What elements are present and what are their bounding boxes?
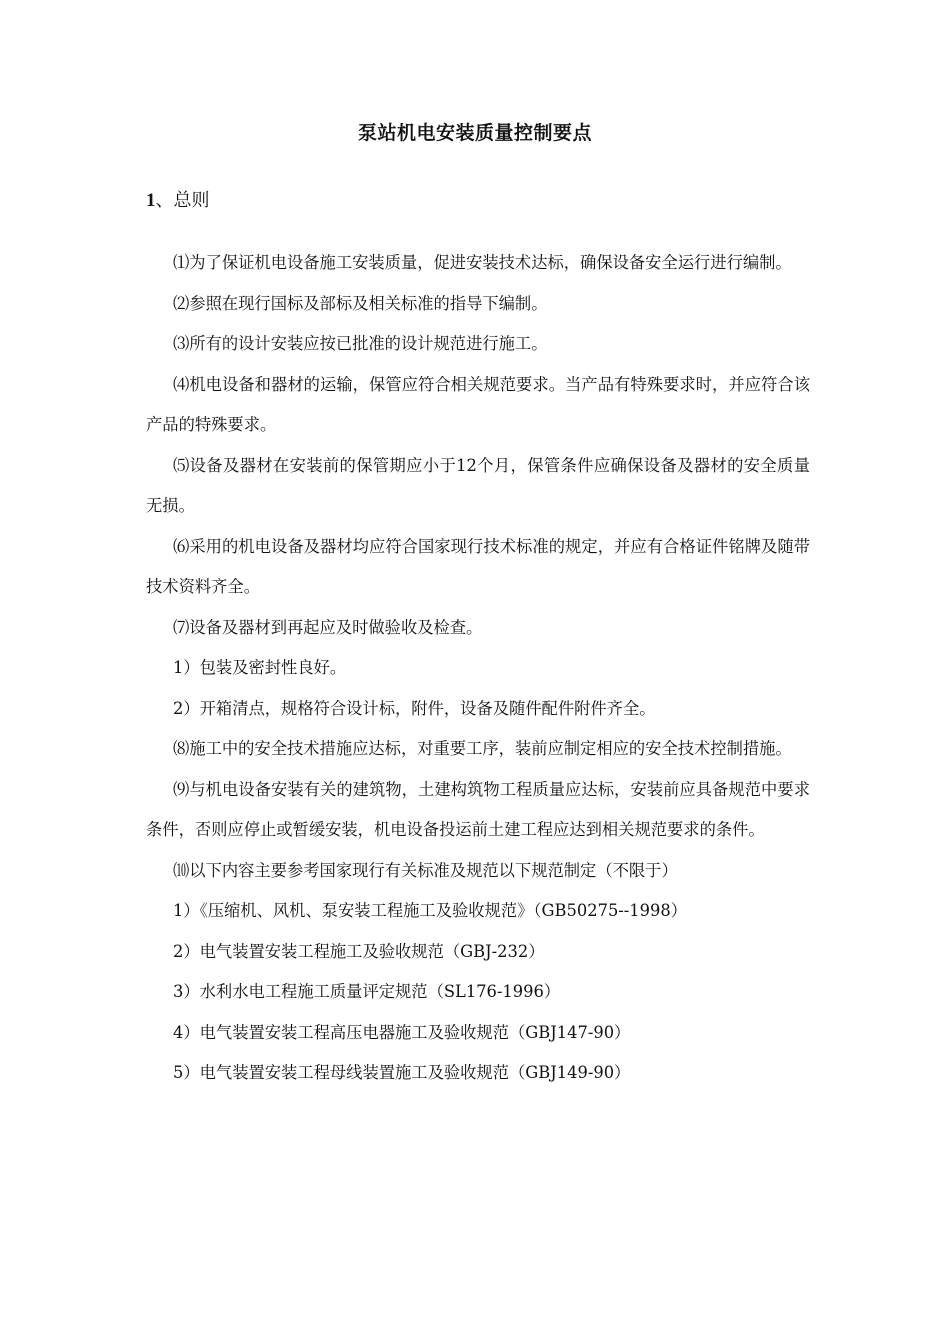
list-item-2: 2）开箱清点，规格符合设计标，附件，设备及随件配件附件齐全。 [173,698,656,718]
paragraph-7: ⑺设备及器材到再起应及时做验收及检查。 [173,617,483,637]
paragraph-9: ⑼与机电设备安装有关的建筑物，土建构筑物工程质量应达标，安装前应具备规范中要求条件，否则应停止或暂缓安装，机电设备投运前土建工程应达到相关规范要求的条件。 [146,779,810,839]
section-heading-text: 总则 [173,190,210,211]
list-item-1: 1）包装及密封性良好。 [173,658,347,677]
paragraph-6: ⑹采用的机电设备及器材均应符合国家现行技术标准的规定，并应有合格证件铭牌及随带技术资料齐全。 [146,536,810,596]
reference-item-2: 2）电气装置安装工程施工及验收规范（GBJ-232） [173,941,545,961]
paragraph-2: ⑵参照在现行国标及部标及相关标准的指导下编制。 [173,293,548,313]
paragraph-10: ⑽以下内容主要参考国家现行有关标准及规范以下规范制定（不限于） [173,860,678,880]
section-separator: 、 [155,190,174,211]
paragraph-4: ⑷机电设备和器材的运输，保管应符合相关规范要求。当产品有特殊要求时，并应符合该产品的特殊要求。 [146,374,810,434]
paragraph-3: ⑶所有的设计安装应按已批准的设计规范进行施工。 [173,334,548,353]
reference-item-5: 5）电气装置安装工程母线装置施工及验收规范（GBJ149-90） [173,1063,631,1082]
document-body [146,243,810,1094]
paragraph-1: ⑴为了保证机电设备施工安装质量，促进安装技术达标，确保设备安全运行进行编制。 [173,253,792,272]
paragraph-8: ⑻施工中的安全技术措施应达标，对重要工序，装前应制定相应的安全技术控制措施。 [173,739,792,758]
reference-item-3: 3）水利水电工程施工质量评定规范（SL176-1996） [173,982,561,1001]
paragraph-5: ⑸设备及器材在安装前的保管期应小于12个月，保管条件应确保设备及器材的安全质量无损。 [146,455,810,515]
reference-item-4: 4）电气装置安装工程高压电器施工及验收规范（GBJ147-90） [173,1022,631,1042]
section-number: 1 [146,190,156,211]
document-title: 泵站机电安装质量控制要点 [357,122,592,144]
reference-item-1: 1）《压缩机、风机、泵安装工程施工及验收规范》（GB50275--1998） [173,901,688,920]
section-heading [146,186,210,212]
